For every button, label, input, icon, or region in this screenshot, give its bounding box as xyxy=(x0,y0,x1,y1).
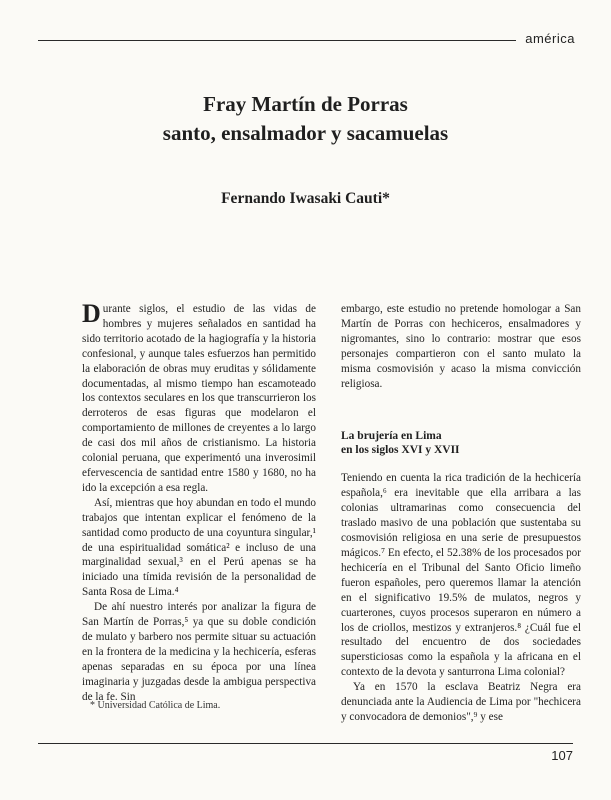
author-name: Fernando Iwasaki Cauti* xyxy=(221,190,390,207)
header-rule xyxy=(38,40,516,41)
left-column xyxy=(82,299,316,704)
section-heading xyxy=(341,429,581,457)
drop-cap: D xyxy=(82,299,101,328)
journal-tag: américa xyxy=(525,31,575,46)
title-line-1: Fray Martín de Porras xyxy=(203,92,408,116)
paragraph: Teniendo en cuenta la rica tradición de la hechicería española,⁶ era inevitable que ella arribara a las colonias ultramarinas como consecuencia del traslado masivo de una población que sustentaba su cosmovisión religiosa en una serie de presupuestos mágicos.⁷ En efecto, el 52.38% de los procesados por hechicería en el Tribunal del Santo Oficio limeño fueron españoles, pero queremos llamar la atención en el significativo 19.5% de mulatos, negros y cuarterones, cuyos procesos superaron en número a los de criollos, mestizos y extranjeros.⁸ ¿Cuál fue el resultado del encuentro de dos sociedades supersticiosas como la española y la africana en el contexto de la devota y santurrona Lima colonial? xyxy=(341,472,581,679)
right-column xyxy=(341,302,581,725)
page-number: 107 xyxy=(551,748,573,763)
footer-rule xyxy=(38,743,573,744)
paragraph-text: urante siglos, el estudio de las vidas de hombres y mujeres señalados en santidad ha sido territorio acotado de la hagiografía y la historia confesional, y aunque tales esfuerzos han permitido la elaboración de obras muy eruditas y sólidamente documentadas, al mismo tiempo han escamoteado los contextos seculares en los que transcurrieron los derroteros de esas figuras que modelaron el comportamiento de millones de creyentes a lo largo de casi dos mil años de cristianismo. La historia colonial peruana, que experimentó una inverosimil efervescencia de santidad entre 1580 y 1680, no ha ido la excepción a esa regla. xyxy=(82,303,316,494)
section-heading-line-2: en los siglos XVI y XVII xyxy=(341,444,460,457)
paragraph: embargo, este estudio no pretende homologar a San Martín de Porras con hechiceros, ensalmadores y nigromantes, sino lo contrario: mostrar que esos personajes compartieron con el santo mulato la misma cosmovisión y acaso la misma convicción religiosa. xyxy=(341,303,581,390)
section-heading-line-1: La brujería en Lima xyxy=(341,430,442,443)
paragraph: De ahí nuestro interés por analizar la figura de San Martín de Porras,⁵ ya que su doble condición de mulato y barbero nos permite situar su actuación en la frontera de la medicina y la hechicería, esferas apenas separadas en su época por una línea imaginaria y juzgadas desde la ambigua perspectiva de la fe. Sin xyxy=(82,601,316,703)
footnote: * Universidad Católica de Lima. xyxy=(90,700,221,711)
paragraph: Ya en 1570 la esclava Beatriz Negra era denunciada ante la Audiencia de Lima por "hechicera y convocadora de demonios",⁹ y ese xyxy=(341,681,581,723)
article-title xyxy=(0,90,611,148)
paragraph: Así, mientras que hoy abundan en todo el mundo trabajos que intentan explicar el fenómeno de la santidad como producto de una coyuntura singular,¹ de una espiritualidad somática² e incluso de una marginalidad sexual,³ en el Perú apenas se ha iniciado una tímida revisión de la personalidad de Santa Rosa de Lima.⁴ xyxy=(82,496,316,599)
paragraph xyxy=(82,299,316,496)
title-line-2: santo, ensalmador y sacamuelas xyxy=(162,121,449,145)
